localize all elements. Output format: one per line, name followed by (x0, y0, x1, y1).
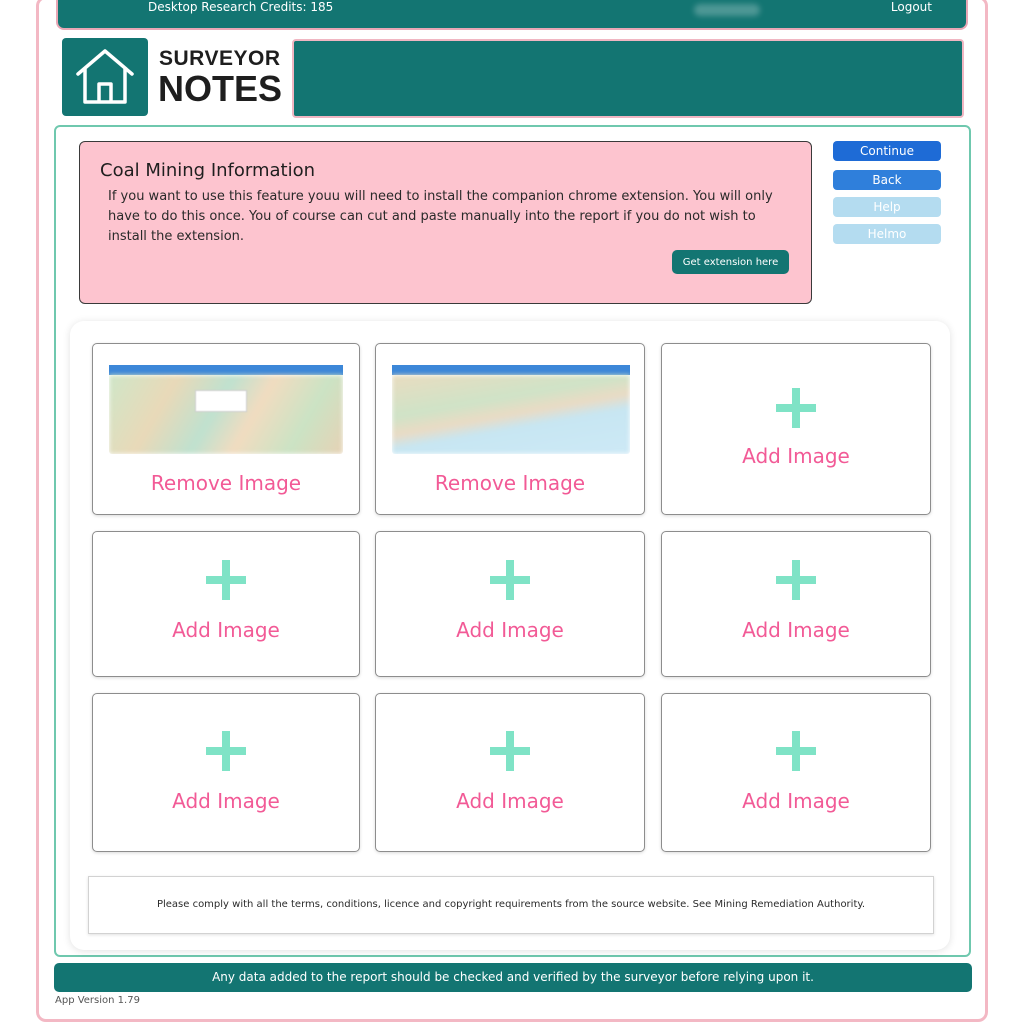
logo-text-surveyor: SURVEYOR (159, 47, 281, 70)
map-thumbnail (392, 362, 630, 454)
add-image-label: Add Image (456, 789, 564, 813)
top-bar (56, 0, 968, 30)
coal-mining-info-box (79, 141, 812, 304)
image-tile-4[interactable] (92, 531, 360, 677)
plus-icon (206, 731, 246, 771)
add-image-label: Add Image (172, 618, 280, 642)
image-tile-1[interactable] (92, 343, 360, 515)
plus-icon (206, 560, 246, 600)
continue-button[interactable]: Continue (833, 141, 941, 161)
image-tile-5[interactable] (375, 531, 645, 677)
blurred-user-info (694, 4, 760, 16)
add-image-label: Add Image (742, 789, 850, 813)
plus-icon (776, 560, 816, 600)
plus-icon (490, 560, 530, 600)
info-title: Coal Mining Information (100, 160, 316, 181)
image-tile-9[interactable] (661, 693, 931, 852)
add-image-label: Add Image (172, 789, 280, 813)
plus-icon (776, 731, 816, 771)
image-tile-6[interactable] (661, 531, 931, 677)
add-image-label: Add Image (456, 618, 564, 642)
plus-icon (490, 731, 530, 771)
copyright-notice: Please comply with all the terms, conditions, licence and copyright requirements from the source website. See Mining Remediation Authority. (88, 876, 934, 934)
remove-image-label: Remove Image (434, 471, 586, 495)
app-version: App Version 1.79 (55, 995, 140, 1006)
plus-icon (776, 388, 816, 428)
info-text: If you want to use this feature youu will need to install the companion chrome extension. You will only have to do this once. You of course can cut and paste manually into the report if you do not wish to install the extension. (108, 189, 773, 244)
remove-image-label: Remove Image (150, 471, 302, 495)
logo-box (62, 38, 148, 116)
logout-link[interactable]: Logout (890, 0, 932, 14)
map-thumbnail (109, 362, 343, 454)
house-icon (72, 46, 138, 108)
app-logo[interactable] (62, 38, 283, 116)
image-tile-8[interactable] (375, 693, 645, 852)
image-tile-3[interactable] (661, 343, 931, 515)
add-image-label: Add Image (742, 618, 850, 642)
credits-text: Desktop Research Credits: 185 (148, 0, 334, 14)
footer-disclaimer: Any data added to the report should be checked and verified by the surveyor before relying upon it. (54, 963, 972, 992)
helmo-button[interactable]: Helmo (833, 224, 941, 244)
get-extension-button[interactable]: Get extension here (672, 250, 789, 274)
add-image-label: Add Image (742, 444, 850, 468)
logo-text-notes: NOTES (158, 68, 283, 109)
header-banner (292, 39, 964, 118)
image-tile-2[interactable] (375, 343, 645, 515)
image-tile-7[interactable] (92, 693, 360, 852)
help-button[interactable]: Help (833, 197, 941, 217)
back-button[interactable]: Back (833, 170, 941, 190)
